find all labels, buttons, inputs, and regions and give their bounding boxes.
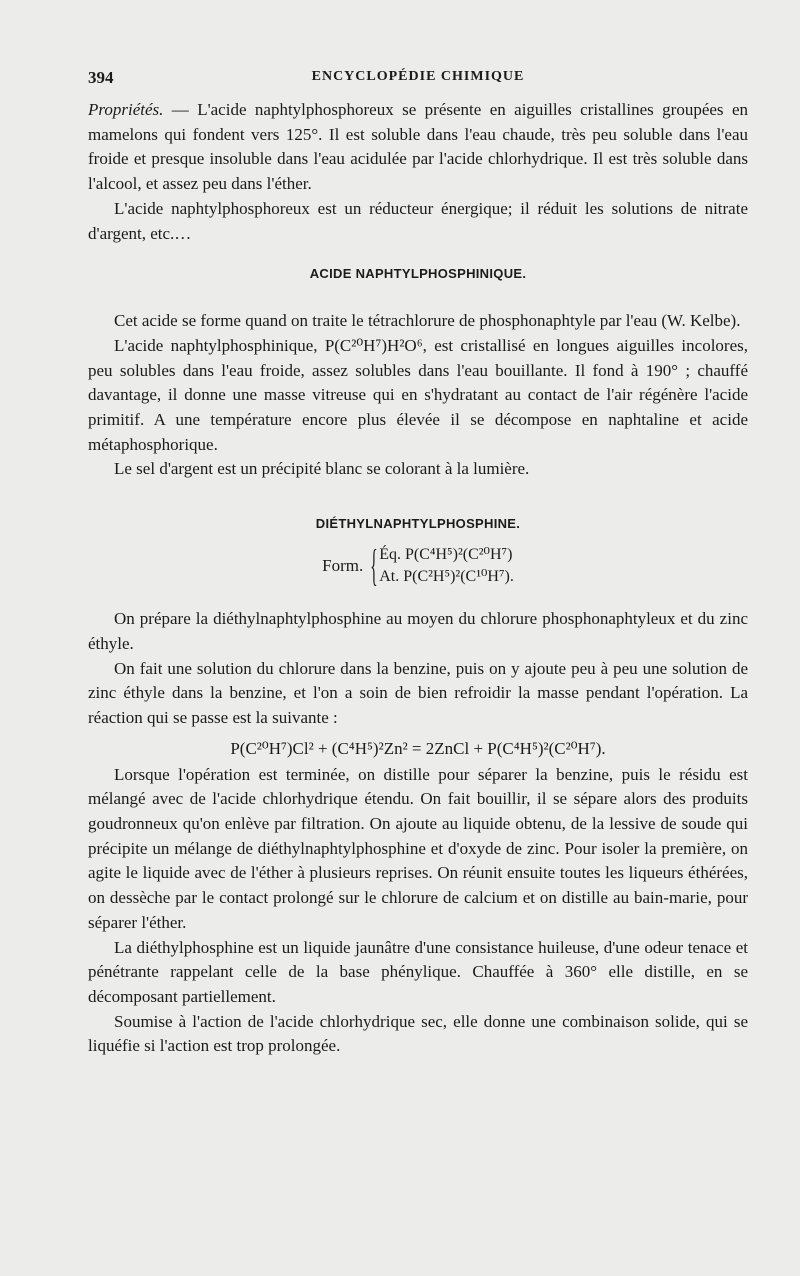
page-body: [88, 98, 748, 1059]
brace-symbol: {: [370, 541, 378, 591]
prepare-paragraph: On prépare la diéthylnaphtylphosphine au moyen du chlorure phosphonaphtyleux et du zinc éthyle.: [88, 609, 748, 653]
solution-paragraph: On fait une solution du chlorure dans la benzine, puis on y ajoute peu à peu une solution de zinc éthyle dans la benzine, et l'on a soin de bien refroidir la masse pendant l'opération. La réaction qui se passe est la suivante :: [88, 658, 748, 727]
formation-paragraph: Cet acide se forme quand on traite le tétrachlorure de phosphonaphtyle par l'eau (W. Kelbe).: [114, 311, 741, 331]
operation-paragraph: Lorsque l'opération est terminée, on distille pour séparer la benzine, puis le résidu est mélangé avec de l'acide chlorhydrique étendu. On fait bouillir, il se sépare alors des produits goudronneux qu'on enlève par filtration. On ajoute au liquide obtenu, de la lessive de soude qui précipite un mélange de diéthylnaphtylphosphine et d'oxyde de zinc. Pour isoler la première, on agite le liquide avec de l'éther à plusieurs reprises. On réunit ensuite toutes les liqueurs éthérées, on dessèche par le contact prolongé sur le chlorure de calcium et on distille au bain-marie, pour séparer l'éther.: [88, 764, 748, 932]
running-title: ENCYCLOPÉDIE CHIMIQUE: [311, 69, 525, 84]
hcl-paragraph: Soumise à l'action de l'acide chlorhydrique sec, elle donne une combinaison solide, qui se liquéfie si l'action est trop prolongée.: [88, 1011, 748, 1056]
reducer-paragraph: L'acide naphtylphosphoreux est un réducteur énergique; il réduit les solutions de nitrate d'argent, etc.…: [88, 198, 748, 243]
formula-lines: [379, 544, 514, 588]
liquid-paragraph: La diéthylphosphine est un liquide jaunâtre d'une consistance huileuse, d'une odeur tenace et pénétrante rappelant celle de la base phénylique. Chauffée à 360° elle distille, en se décomposant partiellement.: [88, 937, 748, 1006]
formula-equivalent: Éq. P(C⁴H⁵)²(C²⁰H⁷): [379, 546, 513, 564]
heading-acide-naphtylphosphinique: ACIDE NAPHTYLPHOSPHINIQUE.: [309, 266, 527, 282]
properties-text: — L'acide naphtylphosphoreux se présente en aiguilles cristallines groupées en mamelons qui fondent vers 125°. Il est soluble dans l'eau chaude, très peu soluble dans l'eau froide et presque insoluble dans l'eau acidulée par l'acide chlorhydrique. Il est très soluble dans l'alcool, et assez peu dans l'éther.: [88, 100, 748, 194]
page-number: 394: [88, 68, 114, 87]
crystal-paragraph: L'acide naphtylphosphinique, P(C²⁰H⁷)H²O⁶, est cristallisé en longues aiguilles incolores, peu solubles dans l'eau froide, assez solubles dans l'eau bouillante. Il fond à 190° ; chauffé davantage, il donne une masse vitreuse qui en s'hydratant au contact de l'air régénère l'acide primitif. A une température encore plus élevée il se décompose en naphtaline et acide métaphosphorique.: [88, 335, 748, 454]
silver-salt-paragraph: Le sel d'argent est un précipité blanc se colorant à la lumière.: [114, 459, 530, 479]
formula-label: Form.: [322, 556, 364, 576]
properties-paragraph: [88, 98, 748, 197]
properties-label: Propriétés.: [88, 100, 164, 119]
heading-diethylnaphtylphosphine: DIÉTHYLNAPHTYLPHOSPHINE.: [315, 516, 521, 532]
page-header: [88, 68, 748, 92]
formula-atomic: At. P(C²H⁵)²(C¹⁰H⁷).: [379, 568, 514, 586]
formula-block: [88, 541, 748, 591]
reaction-equation: P(C²⁰H⁷)Cl² + (C⁴H⁵)²Zn² = 2ZnCl + P(C⁴H⁵)²(C²⁰H⁷).: [230, 738, 606, 758]
